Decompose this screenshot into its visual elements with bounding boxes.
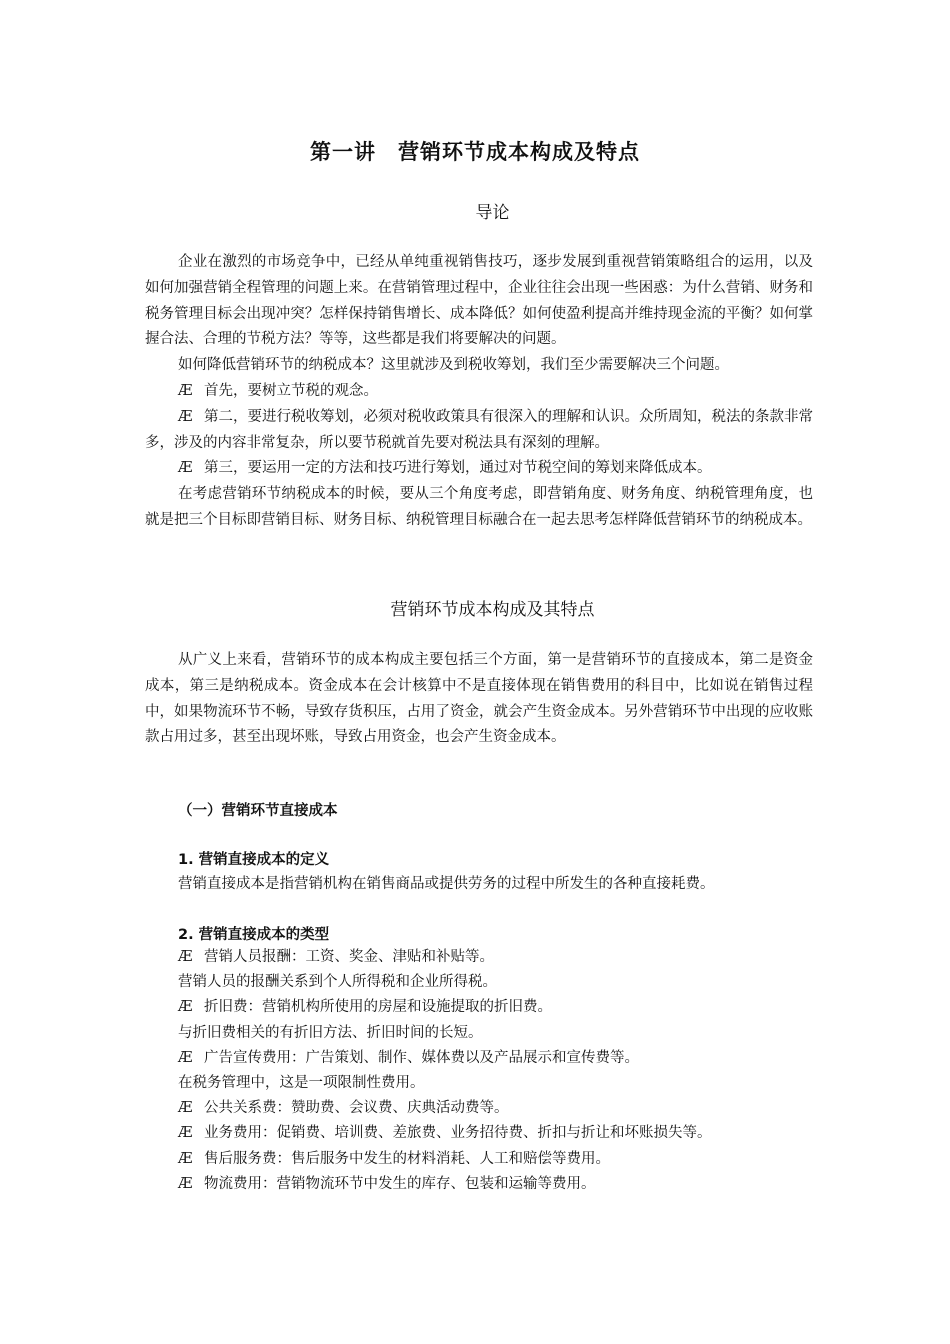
intro-bullet-2: [145, 405, 813, 457]
intro-body: [145, 250, 813, 534]
intro-bullet-3-text: 第三，要运用一定的方法和技巧进行筹划，通过对节税空间的筹划来降低成本。: [204, 460, 712, 477]
list-item: 与折旧费相关的有折旧方法、折旧时间的长短。: [178, 1024, 483, 1041]
list-item: Æ 营销人员报酬：工资、奖金、津贴和补贴等。: [178, 945, 818, 970]
intro-bullet-1: [145, 379, 813, 405]
bullet-mark-icon: Æ: [178, 1100, 193, 1117]
composition-paragraph: 从广义上来看，营销环节的成本构成主要包括三个方面，第一是营销环节的直接成本，第二是资金成本，第三是纳税成本。资金成本在会计核算中不是直接体现在销售费用的科目中，比如说在销售过程中，如果物流环节不畅，导致存货积压，占用了资金，就会产生资金成本。另外营销环节中出现的应收账款占用过多，甚至出现坏账，导致占用资金，也会产生资金成本。: [145, 652, 813, 746]
intro-paragraph-2: 如何降低营销环节的纳税成本？这里就涉及到税收筹划，我们至少需要解决三个问题。: [178, 357, 729, 374]
bullet-mark-icon: Æ: [178, 999, 193, 1016]
section-1-sub1-body: [178, 872, 818, 898]
bullet-mark-icon: Æ: [178, 1049, 193, 1066]
intro-bullet-1-text: 首先，要树立节税的观念。: [204, 382, 378, 399]
list-item: Æ 广告宣传费用：广告策划、制作、媒体费以及产品展示和宣传费等。: [178, 1046, 818, 1071]
section-1-heading: （一）营销环节直接成本: [178, 803, 338, 819]
list-item: Æ 折旧费：营销机构所使用的房屋和设施提取的折旧费。: [178, 995, 818, 1020]
bullet-mark-icon: Æ: [178, 1175, 193, 1192]
list-item: 营销人员的报酬关系到个人所得税和企业所得税。: [178, 974, 497, 991]
intro-bullet-2-text: 第二，要进行税收筹划，必须对税收政策具有很深入的理解和认识。众所周知，税法的条款非常多，涉及的内容非常复杂，所以要节税就首先要对税法具有深刻的理解。: [145, 408, 813, 451]
bullet-mark-icon: Æ: [178, 949, 193, 965]
intro-paragraph-1: 企业在激烈的市场竞争中，已经从单纯重视销售技巧，逐步发展到重视营销策略组合的运用，以及如何加强营销全程管理的问题上来。在营销管理过程中，企业往往会出现一些困惑：为什么营销、财务和税务管理目标会出现冲突？怎样保持销售增长、成本降低？如何使盈利提高并维持现金流的平衡？如何掌握合法、合理的节税方法？等等，这些都是我们将要解决的问题。: [145, 254, 813, 348]
list-item: Æ 物流费用：营销物流环节中发生的库存、包装和运输等费用。: [178, 1172, 818, 1197]
bullet-mark-icon: Æ: [178, 382, 193, 399]
list-item: 在税务管理中，这是一项限制性费用。: [178, 1075, 425, 1092]
page-title: 第一讲 营销环节成本构成及特点: [310, 140, 640, 164]
bullet-mark-icon: Æ: [178, 460, 193, 477]
section-1-sub1-heading: 1. 营销直接成本的定义: [178, 852, 330, 868]
composition-heading: 营销环节成本构成及其特点: [390, 600, 595, 620]
sub1-definition: 营销直接成本是指营销机构在销售商品或提供劳务的过程中所发生的各种直接耗费。: [178, 876, 715, 892]
composition-body: [145, 648, 813, 751]
bullet-mark-icon: Æ: [178, 1125, 193, 1142]
section-1-sub2-heading: 2. 营销直接成本的类型: [178, 927, 330, 943]
bullet-mark-icon: Æ: [178, 1150, 193, 1167]
list-item: Æ 业务费用：促销费、培训费、差旅费、业务招待费、折扣与折让和坏账损失等。: [178, 1121, 818, 1146]
intro-heading: 导论: [475, 203, 510, 223]
list-item: Æ 公共关系费：赞助费、会议费、庆典活动费等。: [178, 1096, 818, 1121]
bullet-mark-icon: Æ: [178, 408, 193, 425]
intro-paragraph-3: 在考虑营销环节纳税成本的时候，要从三个角度考虑，即营销角度、财务角度、纳税管理角度，也就是把三个目标即营销目标、财务目标、纳税管理目标融合在一起去思考怎样降低营销环节的纳税成本。: [145, 486, 813, 528]
list-item: Æ 售后服务费：售后服务中发生的材料消耗、人工和赔偿等费用。: [178, 1147, 818, 1172]
intro-bullet-3: [145, 456, 813, 482]
cost-type-list: [178, 945, 818, 1197]
